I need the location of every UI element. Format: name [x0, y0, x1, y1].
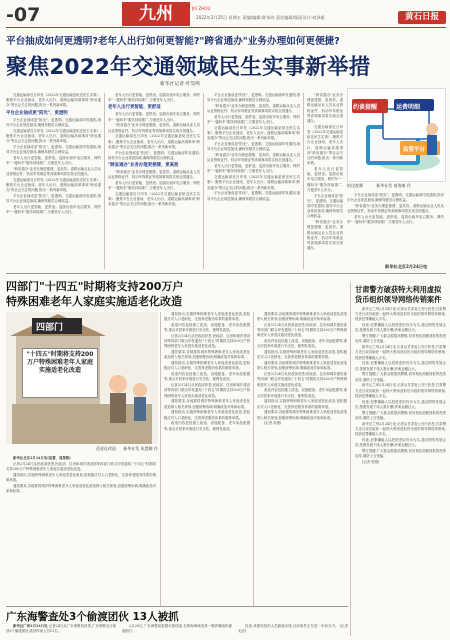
article1-paragraph: 平台企业抽成更"阳光"、更透明。交通运输部印发通知,指导平台企业规范抽成,确保驾驶员合理收益。	[6, 194, 101, 204]
column-divider	[253, 312, 254, 606]
article3-paragraph: 经查,犯罪嫌疑人以投资虚拟货币为名,通过网络发展会员,按照发展下线人数计酬,涉案金额巨大。	[355, 399, 446, 409]
article3-paragraph	[355, 460, 446, 465]
article1-kicker: 平台抽成如何更透明?老年人出行如何更智能?"跨省通办"业务办理如何更便捷?	[6, 36, 340, 47]
article4-column-2	[122, 624, 232, 639]
article1-paragraph: 老年人出行更智能、更舒适。巡游出租车电召服务、网约车"一键叫车"服务持续推广,方便老年人出行。	[6, 205, 101, 215]
article3-paragraph: 新华社兰州2月24日电 记者从甘肃省公安厅获悉,甘肃警方近日成功破获一起特大利用虚拟货币组织领导网络传销案,抓获犯罪嫌疑人多名。	[355, 383, 446, 398]
article2-paragraph: 改造内容包括施工改造、设施配备、老年用品配置等,重点对居家环境进行安全性、便利性改造。	[257, 339, 347, 349]
article1-paragraph: "跨省通办"业务办理更便捷、更高效。道路运输从业人员从业资格证件、机动车驾驶证等高频事项将实现全国通办。	[307, 220, 343, 251]
article1-dateline: 新华社北京2月24日电	[385, 264, 428, 269]
article1-subhead: 平台企业抽成更"阳光"、更透明	[6, 110, 68, 116]
article1-paragraph: 老年人出行更智能、更舒适。巡游出租车电召服务、网约车"一键叫车"服务持续推广,方便老年人出行。	[307, 167, 343, 192]
header-rule	[6, 27, 446, 28]
article1-headline	[6, 50, 446, 81]
article3-paragraph: 警方提醒,广大群众要提高警惕,切勿相信高额回报的投资宣传,谨防上当受骗。	[355, 448, 446, 459]
article4-paragraph	[238, 624, 348, 634]
article4-paragraph: 2月20日,广东海警局根据可靠线索,在珠海海域查获一艘涉嫌组织偷渡船只。	[122, 624, 232, 634]
article2-paragraph: 记者2月24日从民政部获悉,民政部、住房和城乡建设部等四部门联合印发通知,"十四五"时期将支持200万户特殊困难老年人家庭实施适老化改造。	[164, 383, 250, 398]
column-divider	[203, 93, 204, 269]
cartoon-2-board	[22, 348, 98, 398]
article2-paragraph: 通知要求,各地要将城乡特殊困难老年人家庭适老化改造纳入相关规划,加强统筹协调,明确改造对象和标准。	[164, 350, 250, 360]
article2-paragraph: 通知指出,实施特殊困难老年人家庭适老化改造,是积极应对人口老龄化、完善养老服务体系的重要举措。	[257, 350, 347, 360]
article2-paragraph	[6, 456, 156, 461]
article2-paragraph: 记者2月24日从民政部获悉,民政部、住房和城乡建设部等四部门联合印发通知,"十四五"时期将支持200万户特殊困难老年人家庭实施适老化改造。	[164, 334, 250, 349]
article1-paragraph: "跨省通办"业务办理更便捷、更高效。道路运输从业人员从业资格证件、机动车驾驶证等高频事项将实现全国通办。	[207, 104, 300, 114]
article4-column-1	[6, 624, 116, 639]
newspaper-logo	[398, 11, 446, 24]
article1-paragraph: 平台企业抽成更"阳光"、更透明。交通运输部印发通知,指导平台企业规范抽成,确保驾驶员合理收益。	[347, 193, 444, 203]
cartoon-2-board-text: "十四五"时期将支持200万户特殊困难老年人家庭实施适老化改造	[26, 351, 94, 374]
article1-paragraph: 交通运输部近日印发《2022年交通运输更贴近民生实事》,聚焦平台企业抽成、老年人出行、道路运输高频事项"跨省通办"等社会关注的问题,推出一系列新举措。	[207, 175, 300, 190]
article1-paragraph: 老年人出行更智能、更舒适。巡游出租车电召服务、网约车"一键叫车"服务持续推广,方便老年人出行。	[347, 215, 444, 225]
section-pinyin: JIU ZHOU	[192, 6, 211, 11]
article1-paragraph: 平台企业抽成更"阳光"、更透明。交通运输部印发通知,指导平台企业规范抽成,确保驾驶员合理收益。	[6, 144, 101, 155]
article1-column-1	[6, 93, 101, 271]
article3-headline-line2: 货币组织领导网络传销案件	[355, 295, 442, 304]
cartoon-1-credit	[347, 183, 444, 189]
article2-paragraph: 通知指出,实施特殊困难老年人家庭适老化改造,是积极应对人口老龄化、完善养老服务体系的重要举措。	[164, 410, 250, 420]
article2-paragraph: 通知要求,各地要将城乡特殊困难老年人家庭适老化改造纳入相关规划,加强统筹协调,明确改造对象和标准。	[257, 312, 347, 322]
cartoon-2-author: 新华社发 朱慧卿 作	[123, 446, 158, 451]
article2-column-1	[6, 456, 156, 604]
article2-paragraph: 通知要求,各地要将城乡特殊困难老年人家庭适老化改造纳入相关规划,加强统筹协调,明确改造对象和标准。	[257, 361, 347, 371]
article2-paragraph: 通知指出,实施特殊困难老年人家庭适老化改造,是积极应对人口老龄化、完善养老服务体系的重要举措。	[6, 472, 156, 482]
article1-paragraph: 老年人出行更智能、更舒适。巡游出租车电召服务、网约车"一键叫车"服务持续推广,方便老年人出行。	[108, 181, 200, 191]
column-divider	[104, 93, 105, 269]
cartoon-illustration-2	[6, 312, 158, 444]
section-rule	[6, 606, 348, 607]
article2-dateline: 新华社北京2月24日电(高蕾、周慧敏)	[13, 456, 71, 460]
article3-headline-line1: 甘肃警方破获特大利用虚拟	[355, 285, 442, 294]
article2-paragraph: 记者2月24日从民政部获悉,民政部、住房和城乡建设部等四部门联合印发通知,"十四五"时期将支持200万户特殊困难老年人家庭实施适老化改造。	[257, 323, 347, 338]
cartoon-1-author: 新华社发 南海秦 作	[376, 183, 411, 188]
article1-paragraph: "跨省通办"业务办理更便捷、更高效。道路运输从业人员从业资格证件、机动车驾驶证等高频事项将实现全国通办。	[108, 123, 200, 133]
article1-column-4	[307, 93, 343, 271]
article1-paragraph: "跨省通办"业务办理更便捷、更高效。道路运输从业人员从业资格证件、机动车驾驶证等高频事项将实现全国通办。	[207, 153, 300, 163]
article2-paragraph: 改造内容包括施工改造、设施配备、老年用品配置等,重点对居家环境进行安全性、便利性改造。	[164, 421, 250, 431]
page-number: -07	[6, 4, 41, 26]
article1-paragraph: 老年人出行更智能、更舒适。巡游出租车电召服务、网约车"一键叫车"服务持续推广,方便老年人出行。	[207, 164, 300, 174]
article1-paragraph: 老年人出行更智能、更舒适。巡游出租车电召服务、网约车"一键叫车"服务持续推广,方便老年人出行。	[207, 115, 300, 125]
article3-paragraph: 警方提醒,广大群众要提高警惕,切勿相信高额回报的投资宣传,谨防上当受骗。	[355, 372, 446, 382]
article1-paragraph: 老年人出行更智能、更舒适。巡游出租车电召服务、网约车"一键叫车"服务持续推广,方便老年人出行。	[6, 155, 101, 166]
article3-paragraph: 新华社兰州2月24日电 记者从甘肃省公安厅获悉,甘肃警方近日成功破获一起特大利用虚拟货币组织领导网络传销案,抓获犯罪嫌疑人多名。	[355, 307, 446, 322]
column-divider	[350, 282, 351, 636]
cartoon-label-1: 约谈提醒	[353, 104, 378, 111]
section-title	[122, 2, 190, 26]
cartoon-2-credit	[6, 446, 166, 452]
article1-byline: 新华社记者 叶昊鸣	[160, 82, 200, 87]
article1-paragraph: "跨省通办"业务办理更便捷、更高效。道路运输从业人员从业资格证件、机动车驾驶证等高频事项将实现全国通办。	[108, 170, 200, 180]
article1-column-3	[207, 93, 300, 271]
article3-paragraph: 警方提醒,广大群众要提高警惕,切勿相信高额回报的投资宣传,谨防上当受骗。	[355, 334, 446, 344]
cartoon-label-2: 运费明细	[396, 104, 421, 111]
section-rule	[6, 273, 446, 274]
article4-column-3	[238, 624, 348, 639]
article2-paragraph: 通知要求,各地要将城乡特殊困难老年人家庭适老化改造纳入相关规划,加强统筹协调,明确改造对象和标准。	[164, 399, 250, 409]
article1-paragraph: 老年人出行更智能、更舒适。巡游出租车电召服务、网约车"一键叫车"服务持续推广,方便老年人出行。	[108, 93, 200, 103]
article1-paragraph: "跨省通办"业务办理更便捷、更高效。道路运输从业人员从业资格证件、机动车驾驶证等高频事项将实现全国通办。	[347, 204, 444, 214]
article1-paragraph: 交通运输部近日印发《2022年交通运输更贴近民生实事》,聚焦平台企业抽成、老年人出行、道路运输高频事项"跨省通办"等社会关注的问题,推出一系列新举措。	[108, 134, 200, 149]
article2-paragraph: 改造内容包括施工改造、设施配备、老年用品配置等,重点对居家环境进行安全性、便利性改造。	[164, 372, 250, 382]
article1-column-2	[108, 93, 200, 271]
article1-paragraph: 平台企业抽成更"阳光"、更透明。交通运输部印发通知,指导平台企业规范抽成,确保驾驶员合理收益。	[207, 93, 300, 103]
article1-paragraph: 交通运输部近日印发《2022年交通运输更贴近民生实事》,聚焦平台企业抽成、老年人出行、道路运输高频事项"跨省通办"等社会关注的问题,推出一系列新举措。	[6, 93, 101, 108]
article1-paragraph: 交通运输部近日印发《2022年交通运输更贴近民生实事》,聚焦平台企业抽成、老年人出行、道路运输高频事项"跨省通办"等社会关注的问题,推出一系列新举措。	[6, 177, 101, 193]
article2-paragraph: 通知指出,实施特殊困难老年人家庭适老化改造,是积极应对人口老龄化、完善养老服务体系的重要举措。	[257, 399, 347, 409]
article3-paragraph: 警方提醒,广大群众要提高警惕,切勿相信高额回报的投资宣传,谨防上当受骗。	[355, 410, 446, 420]
article1-paragraph: 平台企业抽成更"阳光"、更透明。交通运输部印发通知,指导平台企业规范抽成,确保驾驶员合理收益。	[108, 150, 200, 160]
article1-paragraph: 交通运输部近日印发《2022年交通运输更贴近民生实事》,聚焦平台企业抽成、老年人出行、道路运输高频事项"跨省通办"等社会关注的问题,推出一系列新举措。	[207, 126, 300, 141]
article2-paragraph: 记者2月24日从民政部获悉,民政部、住房和城乡建设部等四部门联合印发通知,"十四五"时期将支持200万户特殊困难老年人家庭实施适老化改造。	[257, 372, 347, 387]
article4-lead: 记者24日从广东海警局获悉,广东海警近日破获3个偷渡团伙,抓获涉案人员13名。	[6, 624, 116, 634]
article1-paragraph: "跨省通办"业务办理更便捷、更高效。道路运输从业人员从业资格证件、机动车驾驶证等高频事项将实现全国通办。	[6, 166, 101, 177]
article1-subhead: 老年人出行更智能、更舒适	[108, 105, 161, 111]
article3-paragraph: 经查,犯罪嫌疑人以投资虚拟货币为名,通过网络发展会员,按照发展下线人数计酬,涉案金额巨大。	[355, 361, 446, 371]
section-title-text: 九州	[139, 4, 173, 24]
article2-column-2	[164, 312, 250, 606]
article2-paragraph: 通知指出,实施特殊困难老年人家庭适老化改造,是积极应对人口老龄化、完善养老服务体系的重要举措。	[164, 361, 250, 371]
article3-headline	[355, 285, 447, 305]
article2-paragraph: 通知要求,各地要将城乡特殊困难老年人家庭适老化改造纳入相关规划,加强统筹协调,明确改造对象和标准。	[257, 410, 347, 420]
article3-paragraph: 经查,犯罪嫌疑人以投资虚拟货币为名,通过网络发展会员,按照发展下线人数计酬,涉案金额巨大。	[355, 323, 446, 333]
article4-headline: 广东海警查处3个偷渡团伙 13人被抓	[6, 611, 179, 623]
column-divider	[160, 312, 161, 606]
article2-column-3	[257, 312, 347, 606]
article4-dateline: 新华社广州2月24日电	[13, 624, 48, 628]
article1-paragraph: 平台企业抽成更"阳光"、更透明。交通运输部印发通知,指导平台企业规范抽成,确保驾驶员合理收益。	[207, 142, 300, 152]
article3-paragraph: 经查,犯罪嫌疑人以投资虚拟货币为名,通过网络发展会员,按照发展下线人数计酬,涉案金额巨大。	[355, 437, 446, 448]
newspaper-logo-text: 黄石日报	[404, 12, 439, 22]
article1-paragraph: 交通运输部近日印发《2022年交通运输更贴近民生实事》,聚焦平台企业抽成、老年人出行、道路运输高频事项"跨省通办"等社会关注的问题,推出一系列新举措。	[6, 128, 101, 144]
cartoon-2-title: 四部门	[36, 323, 64, 333]
article1-paragraph: 平台企业抽成更"阳光"、更透明。交通运输部印发通知,指导平台企业规范抽成,确保驾驶员合理收益。	[6, 117, 101, 127]
article2-paragraph: 记者2月24日从民政部获悉,民政部、住房和城乡建设部等四部门联合印发通知,"十四五"时期将支持200万户特殊困难老年人家庭实施适老化改造。	[6, 461, 156, 471]
article1-headline-text: 聚焦2022年交通领域民生实事新举措	[6, 55, 371, 80]
article3-paragraph: 新华社兰州2月24日电 记者从甘肃省公安厅获悉,甘肃警方近日成功破获一起特大利用虚拟货币组织领导网络传销案,抓获犯罪嫌疑人多名。	[355, 421, 446, 437]
article3-body	[355, 307, 446, 629]
article2-reporter: (记者 高蕾)	[264, 421, 282, 426]
article3-paragraph: 新华社兰州2月24日电 记者从甘肃省公安厅获悉,甘肃警方近日成功破获一起特大利用虚拟货币组织领导网络传销案,抓获犯罪嫌疑人多名。	[355, 345, 446, 360]
cartoon-label-3: 监管平台	[403, 147, 426, 153]
article1-column-5	[347, 193, 444, 263]
article2-headline-line2: 特殊困难老年人家庭实施适老化改造	[6, 295, 182, 308]
article2-paragraph	[257, 421, 347, 426]
article4-reporter: (记者 毛语)	[238, 624, 348, 634]
article1-paragraph: "跨省通办"业务办理更便捷、更高效。道路运输从业人员从业资格证件、机动车驾驶证等高频事项将实现全国通办。	[307, 93, 343, 124]
article3-reporter: (记者 郭刚)	[362, 459, 380, 464]
article4-body: 经查,该团伙组织人员偷渡出境,目前案件正在进一步侦办中。	[245, 624, 339, 628]
article2-paragraph: 改造内容包括施工改造、设施配备、老年用品配置等,重点对居家环境进行安全性、便利性改造。	[257, 388, 347, 398]
article1-subhead: "跨省通办"业务办理更便捷、更高效	[108, 163, 179, 169]
article2-paragraph: 通知指出,实施特殊困难老年人家庭适老化改造,是积极应对人口老龄化、完善养老服务体系的重要举措。	[164, 312, 250, 322]
article2-paragraph: 通知要求,各地要将城乡特殊困难老年人家庭适老化改造纳入相关规划,加强统筹协调,明确改造对象和标准。	[6, 483, 156, 493]
article1-paragraph: 交通运输部近日印发《2022年交通运输更贴近民生实事》,聚焦平台企业抽成、老年人出行、道路运输高频事项"跨省通办"等社会关注的问题,推出一系列新举措。	[108, 192, 200, 207]
article4-paragraph	[6, 624, 116, 634]
cartoon-2-caption: 适老化改造	[96, 446, 116, 451]
article1-paragraph: 老年人出行更智能、更舒适。巡游出租车电召服务、网约车"一键叫车"服务持续推广,方便老年人出行。	[108, 112, 200, 122]
cartoon-1-caption: 的这视频	[347, 183, 363, 188]
article1-paragraph: 平台企业抽成更"阳光"、更透明。交通运输部印发通知,指导平台企业规范抽成,确保驾驶员合理收益。	[207, 191, 300, 201]
article2-paragraph: 改造内容包括施工改造、设施配备、老年用品配置等,重点对居家环境进行安全性、便利性改造。	[164, 323, 250, 333]
issue-info: 2022年2月25日 星期五 责编/编辑:陈家玫 责任编辑/版面设计:何泽彪	[196, 15, 325, 20]
article2-headline-line1: 四部门"十四五"时期将支持200万户	[6, 280, 184, 293]
article1-paragraph: 交通运输部近日印发《2022年交通运输更贴近民生实事》,聚焦平台企业抽成、老年人出行、道路运输高频事项"跨省通办"等社会关注的问题,推出一系列新举措。	[307, 124, 343, 166]
article1-paragraph: 平台企业抽成更"阳光"、更透明。交通运输部印发通知,指导平台企业规范抽成,确保驾驶员合理收益。	[307, 193, 343, 219]
cartoon-illustration-1	[347, 88, 446, 182]
article2-headline	[6, 279, 246, 309]
column-divider	[303, 93, 304, 269]
